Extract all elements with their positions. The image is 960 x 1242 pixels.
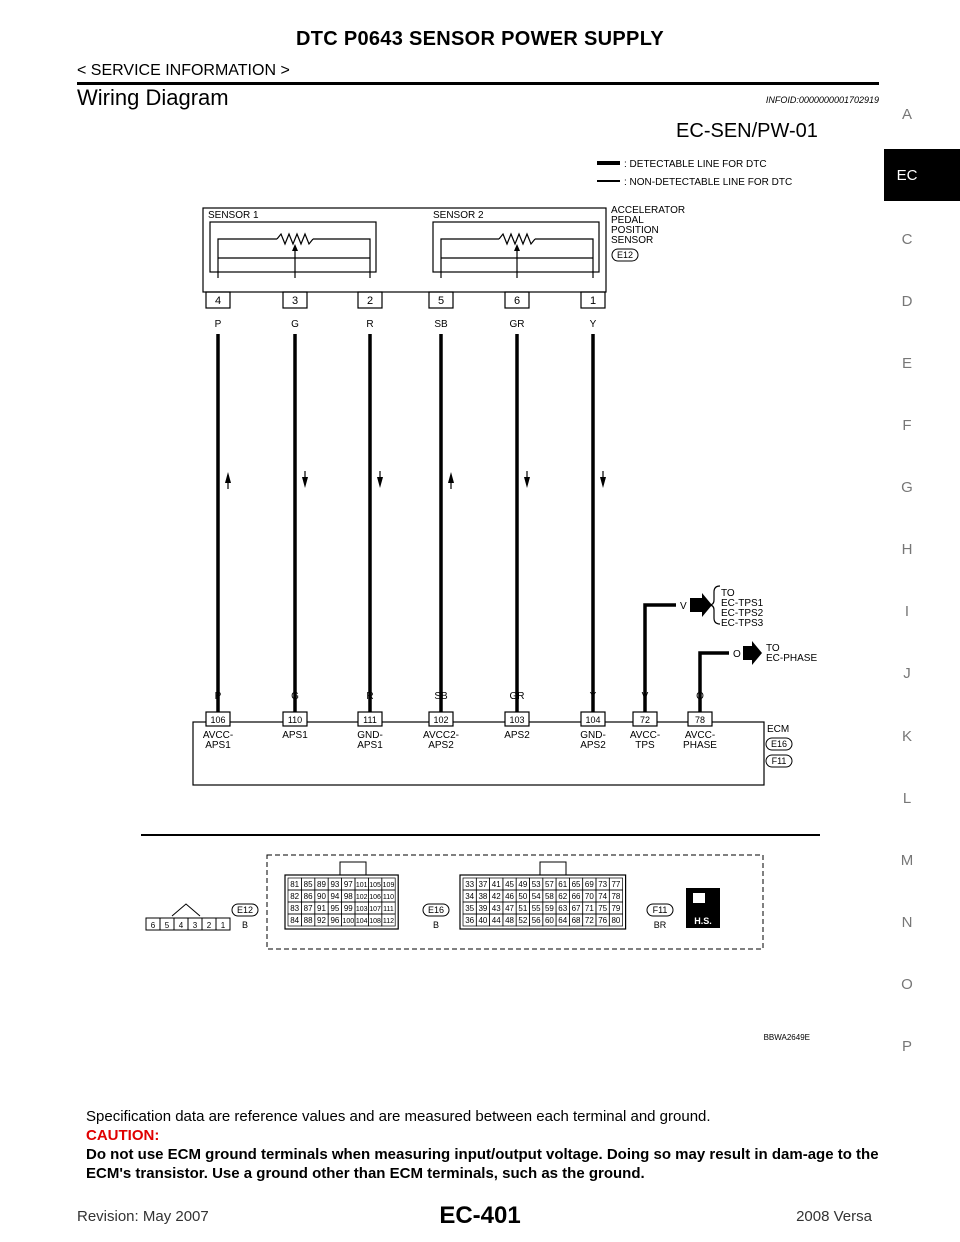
side-index-letter-c[interactable]: C <box>901 231 913 248</box>
f11-pin-48: 48 <box>505 916 515 925</box>
arrow-to-tps <box>690 593 712 617</box>
ecm-terminal-name-5-a: GND- <box>580 730 606 741</box>
hs-icon-glyph <box>693 893 705 903</box>
e12-view-id: E12 <box>236 905 254 915</box>
ecm-terminal-name-3-a: AVCC2- <box>423 730 459 741</box>
e16-pin-96: 96 <box>330 916 340 925</box>
e12-pin-1: 1 <box>220 921 226 930</box>
wire-color-top-Y: Y <box>589 319 597 330</box>
footer-model: 2008 Versa <box>796 1208 872 1225</box>
e16-pin-102: 102 <box>355 894 368 901</box>
v-wire-destination-0: TO <box>721 588 735 599</box>
f11-pin-39: 39 <box>478 904 488 913</box>
side-index-letter-h[interactable]: H <box>901 541 913 558</box>
e16-pin-93: 93 <box>330 880 340 889</box>
ecm-pin-111: 111 <box>363 715 377 725</box>
wire-O <box>700 653 729 706</box>
hs-label: H.S. <box>694 916 712 926</box>
e12-pin-2: 2 <box>206 921 212 930</box>
e12-pin-3: 3 <box>192 921 198 930</box>
wire-color-top-GR: GR <box>509 319 525 330</box>
side-index-letter-l[interactable]: L <box>902 790 912 807</box>
f11-pin-41: 41 <box>491 880 501 889</box>
e12-latch <box>174 904 198 914</box>
sensor-pin-3: 3 <box>291 295 299 307</box>
side-index-letter-ec[interactable]: EC <box>896 167 918 184</box>
v-wire-destination-2: EC-TPS2 <box>721 608 764 619</box>
e12-pin-5: 5 <box>164 921 170 930</box>
info-id: INFOID:0000000001702919 <box>765 95 879 105</box>
f11-pin-60: 60 <box>544 916 554 925</box>
ecm-terminal-name-0-b: APS1 <box>205 740 231 751</box>
sensor-connector-label: E12 <box>616 250 634 260</box>
e16-pin-82: 82 <box>290 892 300 901</box>
wire-V <box>645 605 676 706</box>
ecm-terminal-name-0-a: AVCC- <box>202 730 234 741</box>
ecm-pin-78: 78 <box>694 715 706 725</box>
caution-label: CAUTION: <box>86 1127 160 1144</box>
ecm-terminal-name-6-a: AVCC- <box>629 730 661 741</box>
f11-pin-49: 49 <box>518 880 528 889</box>
e12-pin-6: 6 <box>150 921 156 930</box>
f11-pin-35: 35 <box>465 904 475 913</box>
f11-pin-75: 75 <box>598 904 608 913</box>
f11-pin-43: 43 <box>491 904 501 913</box>
side-index-letter-g[interactable]: G <box>901 479 913 496</box>
tps-brace <box>709 586 720 624</box>
wire-color-bottom-G: G <box>291 691 299 702</box>
o-wire-destination-1: EC-PHASE <box>766 653 818 664</box>
wire-o-label: O <box>733 649 741 660</box>
legend-detectable: : DETECTABLE LINE FOR DTC <box>624 159 767 170</box>
figure-id: BBWA2649E <box>763 1033 810 1042</box>
f11-pin-78: 78 <box>611 892 621 901</box>
ecm-pin-104: 104 <box>585 715 601 725</box>
ecm-label: ECM <box>767 724 790 735</box>
f11-pin-34: 34 <box>465 892 475 901</box>
f11-pin-64: 64 <box>558 916 568 925</box>
e16-pin-100: 100 <box>342 918 355 925</box>
sensor-name-line-4: SENSOR <box>611 235 654 246</box>
side-index-letter-a[interactable]: A <box>901 106 912 123</box>
sensor-box <box>203 208 606 292</box>
e16-view-id: E16 <box>427 905 445 915</box>
f11-pin-77: 77 <box>611 880 621 889</box>
sensor-name-line-2: PEDAL <box>611 215 644 226</box>
e16-pin-86: 86 <box>303 892 313 901</box>
sensor-1-resistor <box>277 234 313 244</box>
f11-pin-79: 79 <box>611 904 621 913</box>
f11-pin-67: 67 <box>571 904 581 913</box>
sensor-pin-1: 1 <box>589 295 597 307</box>
sensor-pin-2: 2 <box>366 295 374 307</box>
side-index-letter-i[interactable]: I <box>904 603 910 620</box>
e16-pin-97: 97 <box>343 880 353 889</box>
e16-pin-94: 94 <box>330 892 340 901</box>
side-index-letter-j[interactable]: J <box>903 665 911 682</box>
wire-color-bottom-V: V <box>641 691 649 702</box>
ecm-pin-103: 103 <box>509 715 525 725</box>
e16-pin-111: 111 <box>383 906 394 913</box>
f11-pin-63: 63 <box>558 904 568 913</box>
f11-pin-80: 80 <box>611 916 621 925</box>
e16-pin-112: 112 <box>382 918 395 925</box>
ecm-pin-110: 110 <box>287 715 303 725</box>
f11-view-id: F11 <box>652 905 668 915</box>
v-wire-destination-3: EC-TPS3 <box>721 618 764 629</box>
e16-pin-91: 91 <box>317 904 326 913</box>
sensor-2-resistor <box>499 234 535 244</box>
e16-pin-89: 89 <box>317 880 326 889</box>
e16-pin-88: 88 <box>303 916 313 925</box>
page-subtitle: < SERVICE INFORMATION > <box>77 62 290 79</box>
f11-view-color: BR <box>653 920 667 930</box>
e16-latch <box>340 862 366 875</box>
e16-pin-109: 109 <box>382 882 395 889</box>
ecm-terminal-name-1-a: APS1 <box>282 730 308 741</box>
e16-pin-110: 110 <box>382 894 395 901</box>
f11-pin-62: 62 <box>558 892 568 901</box>
caution-text: Do not use ECM ground terminals when measuring input/output voltage. Doing so may result in dam-age to the ECM's transistor. Use a ground other than ECM terminals, such as the ground. <box>86 1146 879 1182</box>
e16-pin-95: 95 <box>330 904 340 913</box>
e12-view-color: B <box>241 920 249 930</box>
e16-pin-90: 90 <box>317 892 326 901</box>
f11-pin-72: 72 <box>584 916 594 925</box>
arrow-to-phase <box>743 641 762 665</box>
side-index-letter-p[interactable]: P <box>901 1038 912 1055</box>
f11-pin-38: 38 <box>478 892 488 901</box>
ecm-terminal-name-4-a: APS2 <box>504 730 530 741</box>
wire-color-top-SB: SB <box>434 319 448 330</box>
ecm-terminal-name-2-b: APS1 <box>357 740 383 751</box>
page-title: DTC P0643 SENSOR POWER SUPPLY <box>295 28 665 50</box>
f11-pin-56: 56 <box>531 916 541 925</box>
f11-latch <box>540 862 566 875</box>
wire-color-bottom-R: R <box>366 691 374 702</box>
spec-text: Specification data are reference values and are measured between each terminal and ground. <box>86 1108 711 1125</box>
wire-color-top-G: G <box>291 319 299 330</box>
f11-pin-54: 54 <box>531 892 541 901</box>
ecm-pin-102: 102 <box>433 715 449 725</box>
e16-pin-98: 98 <box>343 892 353 901</box>
f11-pin-74: 74 <box>598 892 608 901</box>
e16-pin-107: 107 <box>369 906 381 913</box>
ecm-pin-106: 106 <box>210 715 226 725</box>
sensor-pin-5: 5 <box>437 295 445 307</box>
side-index-letter-f[interactable]: F <box>902 417 912 434</box>
f11-pin-68: 68 <box>571 916 581 925</box>
f11-pin-50: 50 <box>518 892 528 901</box>
ecm-connector-e16: E16 <box>770 739 788 749</box>
f11-pin-65: 65 <box>571 880 581 889</box>
f11-pin-37: 37 <box>478 880 488 889</box>
f11-pin-52: 52 <box>518 916 528 925</box>
f11-pin-55: 55 <box>531 904 541 913</box>
f11-pin-51: 51 <box>518 904 528 913</box>
o-wire-destination-0: TO <box>766 643 780 654</box>
e16-pin-108: 108 <box>369 918 381 925</box>
diagram-code: EC-SEN/PW-01 <box>676 120 818 142</box>
sensor-1-frame <box>210 222 376 272</box>
ecm-terminal-name-7-b: PHASE <box>683 740 717 751</box>
ecm-box <box>193 722 764 785</box>
sensor-pin-6: 6 <box>513 295 521 307</box>
side-index-letter-o[interactable]: O <box>901 976 913 993</box>
body-text <box>86 1107 886 1183</box>
f11-pin-46: 46 <box>505 892 515 901</box>
footer-revision: Revision: May 2007 <box>77 1208 209 1225</box>
e16-pin-106: 106 <box>369 894 381 901</box>
ecm-terminal-name-2-a: GND- <box>357 730 383 741</box>
ecm-terminal-name-5-b: APS2 <box>580 740 606 751</box>
e16-pin-101: 101 <box>355 882 368 889</box>
f11-pin-70: 70 <box>584 892 594 901</box>
legend-non-detectable: : NON-DETECTABLE LINE FOR DTC <box>624 177 793 188</box>
e16-pin-81: 81 <box>290 880 300 889</box>
e16-pin-92: 92 <box>317 916 326 925</box>
e12-latch-outline <box>172 904 200 916</box>
f11-pin-66: 66 <box>571 892 581 901</box>
wire-color-bottom-SB: SB <box>434 691 448 702</box>
ecm-terminal-name-7-a: AVCC- <box>684 730 716 741</box>
e16-view-color: B <box>432 920 440 930</box>
f11-pin-58: 58 <box>544 892 554 901</box>
side-index-letter-k[interactable]: K <box>901 728 912 745</box>
wire-color-bottom-Y: Y <box>589 691 597 702</box>
side-index-letter-e[interactable]: E <box>901 355 912 372</box>
f11-pin-47: 47 <box>505 904 515 913</box>
e16-pin-105: 105 <box>369 882 381 889</box>
e16-pin-83: 83 <box>290 904 300 913</box>
ecm-terminal-name-3-b: APS2 <box>428 740 454 751</box>
wire-color-bottom-O: O <box>696 691 704 702</box>
wire-v-label: V <box>680 601 687 612</box>
wire-color-top-P: P <box>214 319 222 330</box>
e16-pin-99: 99 <box>343 904 353 913</box>
f11-pin-59: 59 <box>544 904 554 913</box>
sensor-name-line-1: ACCELERATOR <box>611 205 686 216</box>
sensor-name-line-3: POSITION <box>611 225 659 236</box>
f11-pin-71: 71 <box>584 904 594 913</box>
e16-pin-103: 103 <box>355 906 368 913</box>
f11-pin-33: 33 <box>465 880 475 889</box>
wire-color-top-R: R <box>366 319 374 330</box>
f11-pin-44: 44 <box>491 916 501 925</box>
f11-pin-53: 53 <box>531 880 541 889</box>
f11-pin-57: 57 <box>544 880 554 889</box>
f11-pin-45: 45 <box>505 880 515 889</box>
f11-pin-73: 73 <box>598 880 608 889</box>
side-index-letter-m[interactable]: M <box>900 852 914 869</box>
f11-pin-69: 69 <box>584 880 594 889</box>
ecm-pin-72: 72 <box>639 715 651 725</box>
section-heading: Wiring Diagram <box>77 85 229 110</box>
wire-color-bottom-GR: GR <box>509 691 525 702</box>
e16-pin-87: 87 <box>303 904 313 913</box>
f11-pin-36: 36 <box>465 916 475 925</box>
wire-color-bottom-P: P <box>214 691 222 702</box>
side-index-letter-n[interactable]: N <box>901 914 913 931</box>
e16-pin-84: 84 <box>290 916 300 925</box>
sensor-pin-4: 4 <box>214 295 222 307</box>
sensor-2-label: SENSOR 2 <box>433 210 484 221</box>
e16-pin-85: 85 <box>303 880 313 889</box>
ecm-terminal-name-6-b: TPS <box>635 740 655 751</box>
f11-pin-40: 40 <box>478 916 488 925</box>
ecm-connector-f11: F11 <box>771 756 787 766</box>
footer-page-number: EC-401 <box>439 1202 521 1229</box>
side-index-letter-d[interactable]: D <box>901 293 913 310</box>
v-wire-destination-1: EC-TPS1 <box>721 598 764 609</box>
sensor-1-label: SENSOR 1 <box>208 210 259 221</box>
f11-pin-76: 76 <box>598 916 608 925</box>
e16-pin-104: 104 <box>355 918 368 925</box>
e12-pin-4: 4 <box>178 921 184 930</box>
f11-pin-42: 42 <box>491 892 501 901</box>
f11-pin-61: 61 <box>558 880 568 889</box>
